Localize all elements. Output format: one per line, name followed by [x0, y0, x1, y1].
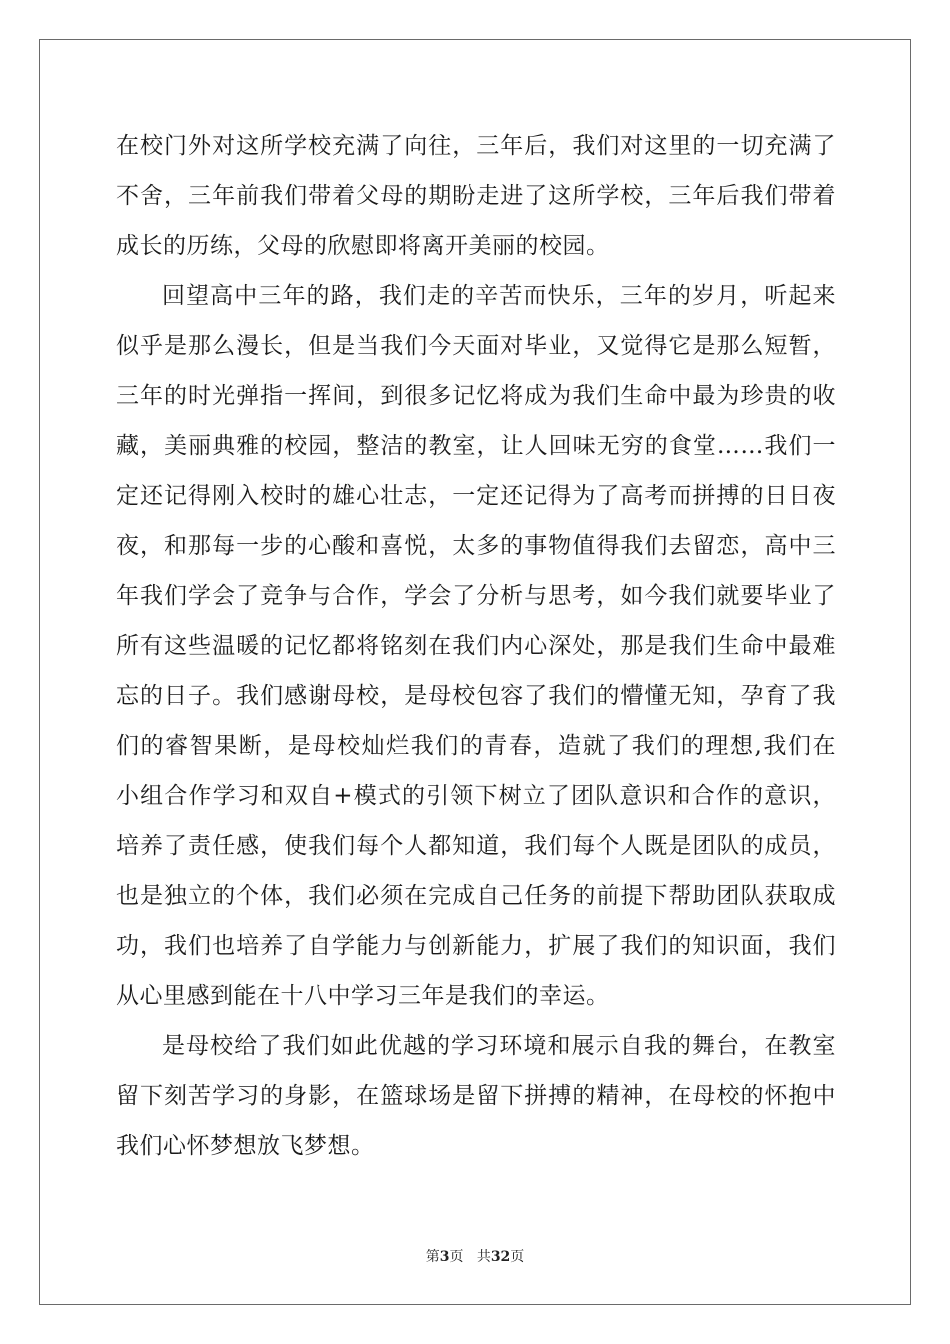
text-line: 培养了责任感，使我们每个人都知道，我们每个人既是团队的成员，	[116, 833, 836, 859]
page-number: 3	[439, 1249, 450, 1265]
total-suffix: 页	[510, 1249, 525, 1265]
total-prefix: 共	[476, 1249, 491, 1265]
document-body	[116, 129, 836, 1179]
text-line: 藏，美丽典雅的校园，整洁的教室，让人回味无穷的食堂……我们一	[116, 433, 836, 459]
text-line: 成长的历练，父母的欣慰即将离开美丽的校园。	[116, 233, 610, 259]
text-line: 回望高中三年的路，我们走的辛苦而快乐，三年的岁月，听起来	[162, 283, 836, 309]
text-line: 也是独立的个体，我们必须在完成自己任务的前提下帮助团队获取成	[116, 883, 836, 909]
text-line: 似乎是那么漫长，但是当我们今天面对毕业，又觉得它是那么短暂，	[116, 333, 836, 359]
text-line: 三年的时光弹指一挥间，到很多记忆将成为我们生命中最为珍贵的收	[116, 383, 836, 409]
text-line: 我们心怀梦想放飞梦想。	[116, 1133, 375, 1159]
text-line: 小组合作学习和双自+模式的引领下树立了团队意识和合作的意识，	[116, 783, 836, 809]
text-line: 忘的日子。我们感谢母校，是母校包容了我们的懵懂无知，孕育了我	[116, 683, 836, 709]
page-prefix: 第	[425, 1249, 440, 1265]
text-line: 夜，和那每一步的心酸和喜悦，太多的事物值得我们去留恋，高中三	[116, 533, 836, 559]
text-line: 是母校给了我们如此优越的学习环境和展示自我的舞台，在教室	[162, 1033, 836, 1059]
page-footer	[0, 1246, 950, 1266]
text-line: 年我们学会了竞争与合作，学会了分析与思考，如今我们就要毕业了	[116, 583, 836, 609]
total-pages: 32	[490, 1249, 511, 1265]
text-line: 功，我们也培养了自学能力与创新能力，扩展了我们的知识面，我们	[116, 933, 836, 959]
text-line: 留下刻苦学习的身影，在篮球场是留下拼搏的精神，在母校的怀抱中	[116, 1083, 836, 1109]
text-line: 们的睿智果断，是母校灿烂我们的青春，造就了我们的理想,我们在	[116, 733, 836, 759]
text-line: 定还记得刚入校时的雄心壮志，一定还记得为了高考而拼搏的日日夜	[116, 483, 836, 509]
text-line: 所有这些温暖的记忆都将铭刻在我们内心深处，那是我们生命中最难	[116, 633, 836, 659]
text-line: 从心里感到能在十八中学习三年是我们的幸运。	[116, 983, 610, 1009]
page-suffix: 页	[449, 1249, 464, 1265]
text-line: 在校门外对这所学校充满了向往，三年后，我们对这里的一切充满了	[116, 133, 836, 159]
text-line: 不舍，三年前我们带着父母的期盼走进了这所学校，三年后我们带着	[116, 183, 836, 209]
